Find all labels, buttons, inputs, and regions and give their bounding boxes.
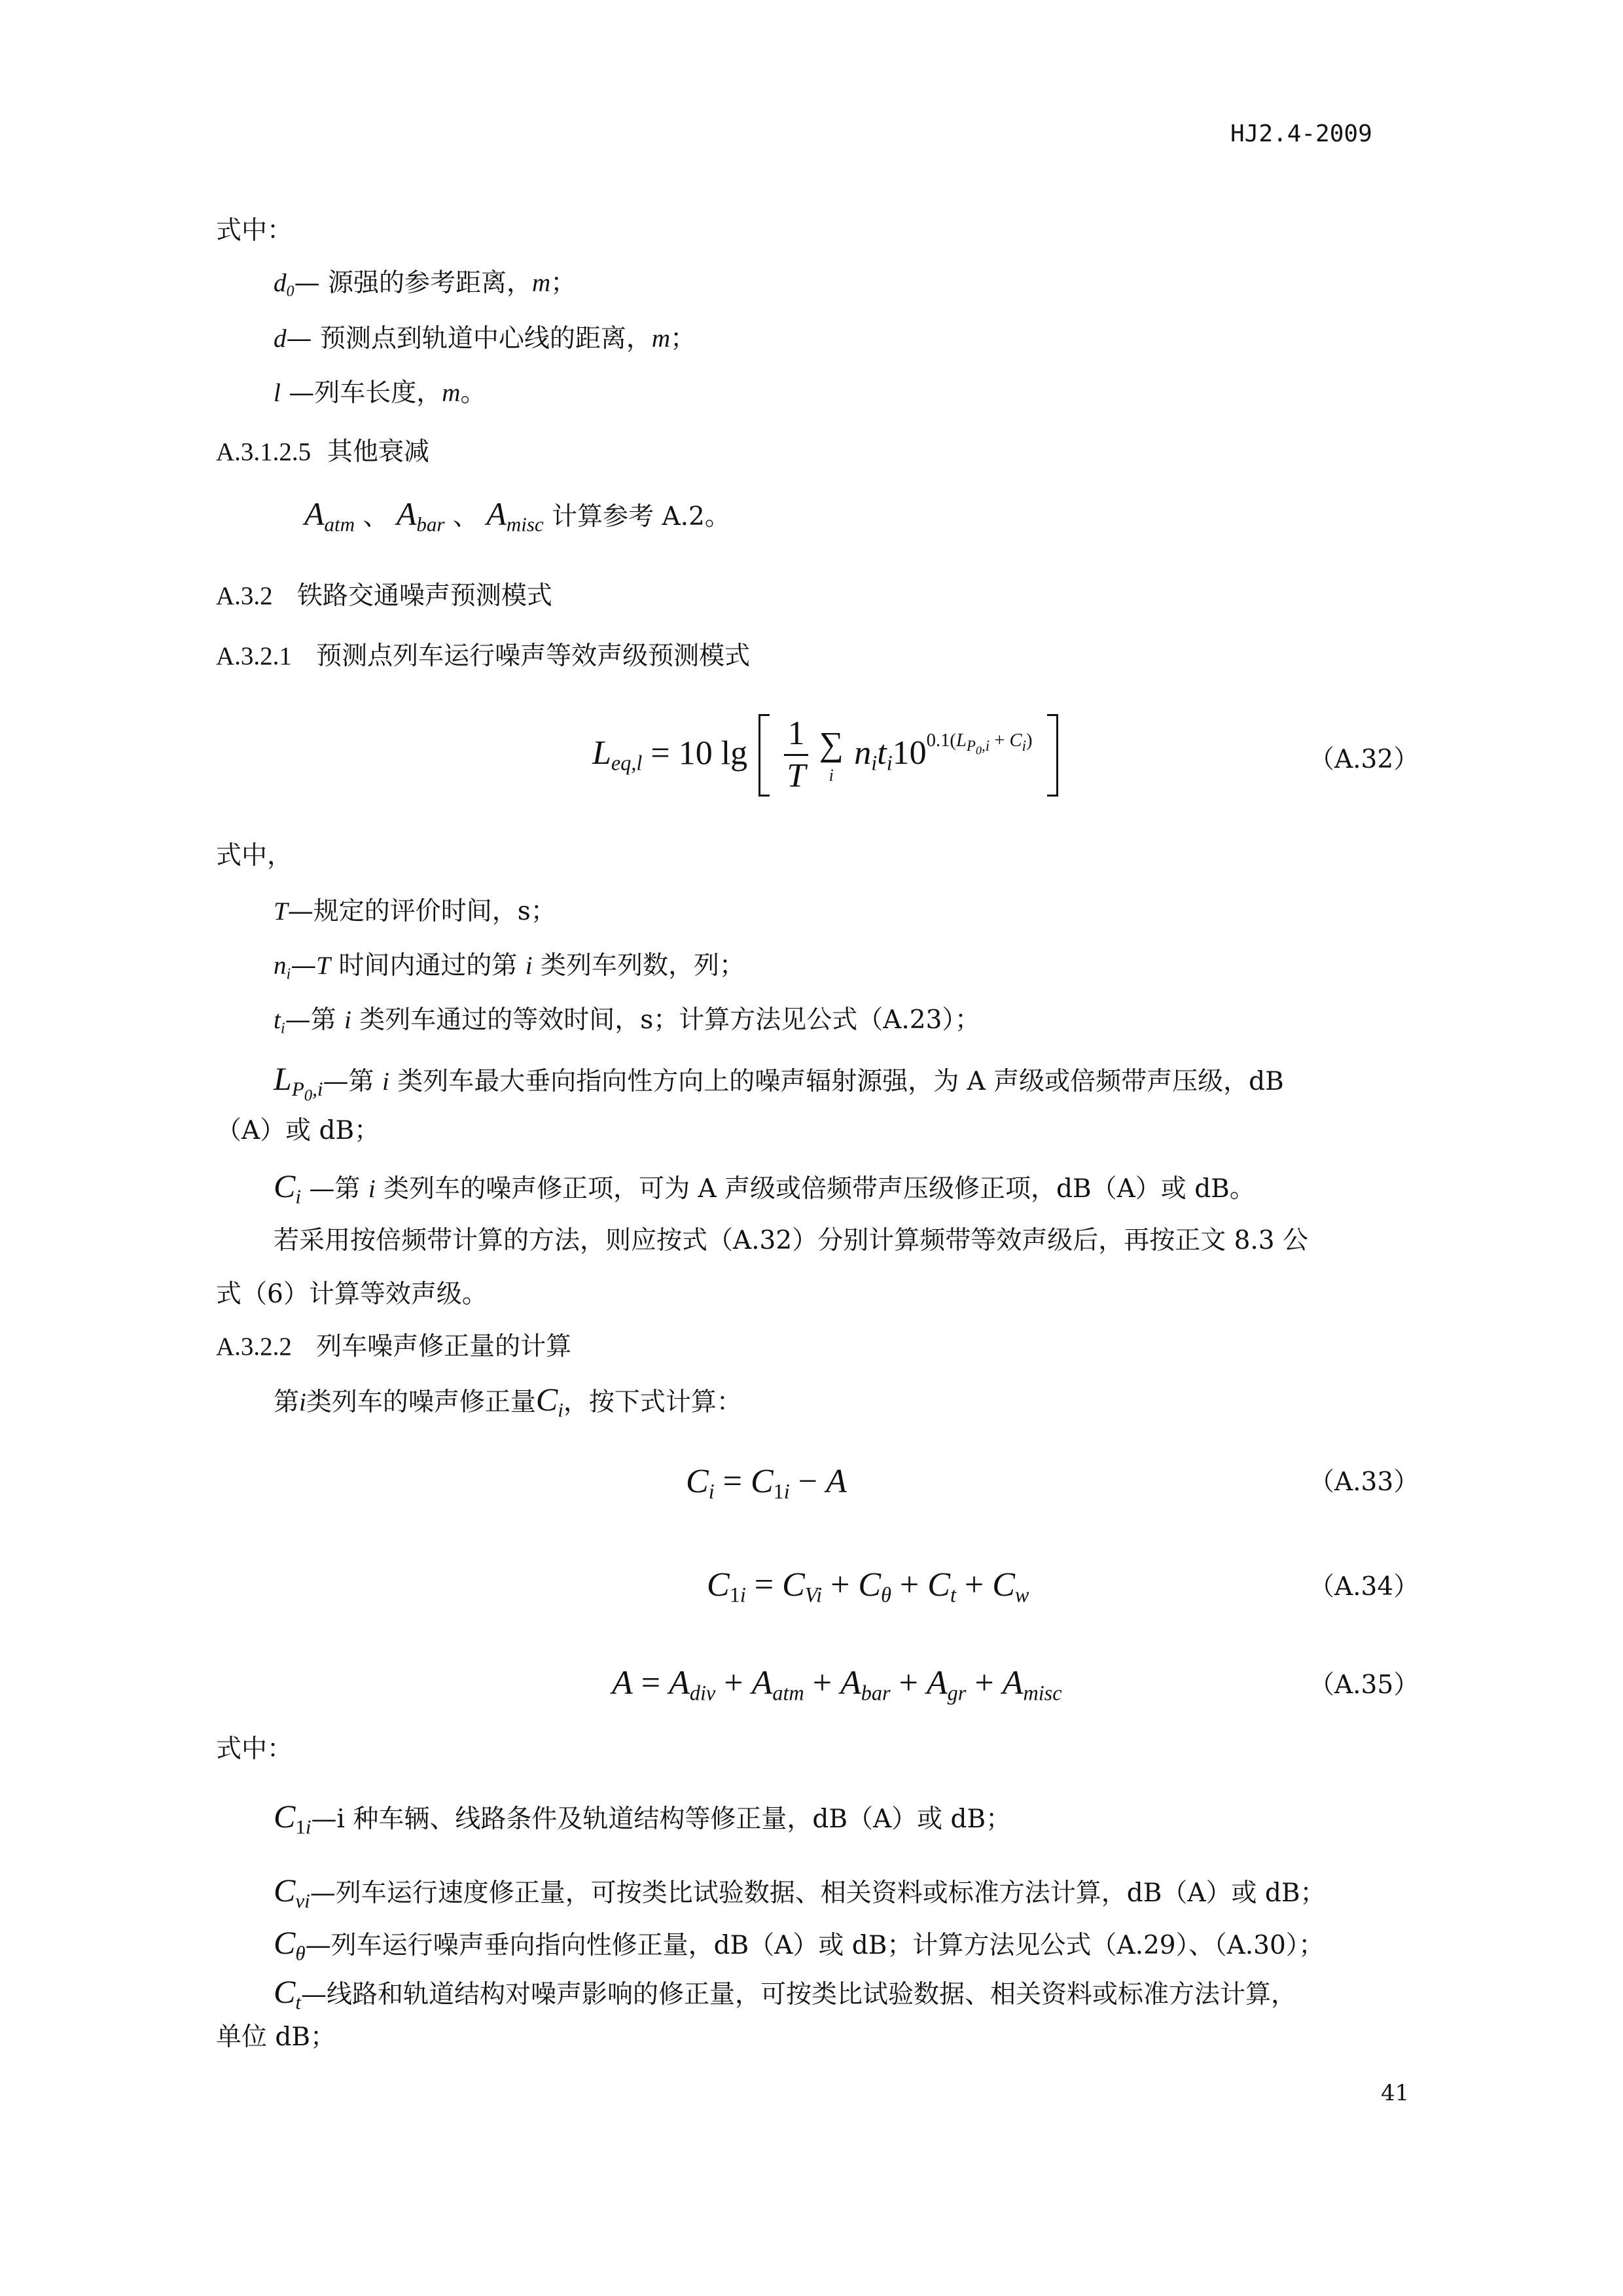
right-bracket (1047, 714, 1058, 797)
heading-a32 (216, 581, 552, 612)
def-ni-text-c: 类列车列数，列； (541, 951, 745, 980)
def-ni: $n_i—T$ 时间内通过的第 i 类列车列数，列； (274, 951, 745, 983)
def-ti-text-a: 第 (310, 1005, 336, 1035)
def-Ci-text-a: —第 (309, 1174, 361, 1204)
def-l: l —列车长度，m。 (274, 378, 486, 408)
def-C1i: $C_{1i}—i$ 种车辆、线路条件及轨道结构等修正量，dB（A）或 dB； (274, 1798, 1012, 1839)
def-T-text: 规定的评价时间，s； (313, 897, 556, 926)
eq-number-a33: （A.33） (1309, 1467, 1419, 1497)
a322-intro-b: 类列车的噪声修正量 (306, 1388, 536, 1417)
sum-symbol: ∑ i (819, 726, 844, 785)
def-Ctheta-text: —列车运行噪声垂向指向性修正量，dB（A）或 dB；计算方法见公式（A.29）、（A.30）； (305, 1931, 1325, 1960)
eq-number-a32: （A.32） (1309, 745, 1419, 774)
heading-a32-title: 铁路交通噪声预测模式 (296, 581, 552, 611)
where-label-1: 式中： (216, 216, 293, 245)
heading-a322-title: 列车噪声修正量的计算 (316, 1332, 572, 1361)
def-C1i-text: —i 种车辆、线路条件及轨道结构等修正量，dB（A）或 dB； (311, 1804, 1012, 1834)
heading-a322-number: A.3.2.2 (216, 1333, 292, 1361)
def-l-text: 列车长度， (314, 378, 442, 408)
heading-a321-number: A.3.2.1 (216, 642, 292, 670)
def-d0-text: 源强的参考距离， (328, 268, 533, 298)
equation-a33: $C_i = C_{1i} - A$ (686, 1463, 847, 1503)
left-bracket (758, 714, 770, 797)
def-ti: $t_i—$第 i 类列车通过的等效时间，s；计算方法见公式（A.23）； (274, 1005, 980, 1037)
where-label-2: 式中， (216, 841, 293, 870)
a322-intro-a: 第 (274, 1388, 300, 1417)
def-ni-text-b: 时间内通过的第 (338, 951, 518, 980)
heading-a322 (216, 1332, 571, 1363)
attenuation-ref-text: 计算参考 A.2。 (552, 502, 730, 531)
def-d0: $d_0—$ 源强的参考距离，m； (274, 268, 577, 300)
a322-intro-c: ，按下式计算： (563, 1388, 742, 1417)
def-LP0i-text-a: —第 (323, 1067, 374, 1096)
def-ti-text-b: 类列车通过的等效时间，s；计算方法见公式（A.23）； (359, 1005, 980, 1035)
heading-a32-number: A.3.2 (216, 582, 273, 610)
def-Ct: $C_t—$线路和轨道结构对噪声影响的修正量，可按类比试验数据、相关资料或标准方法计算， (274, 1973, 1296, 2014)
equation-a34: $C_{1i} = C_{Vi} + C_\theta + C_t + C_w$ (707, 1566, 1029, 1607)
page-number: 41 (1381, 2080, 1410, 2106)
def-Ct-continuation: 单位 dB； (216, 2022, 336, 2052)
heading-a321 (216, 641, 750, 672)
a322-intro: 第i类列车的噪声修正量$C_i$，按下式计算： (274, 1381, 742, 1422)
where-label-3: 式中： (216, 1734, 293, 1764)
def-LP0i-continuation: （A）或 dB； (216, 1116, 380, 1145)
def-Ctheta: $C_\theta—$列车运行噪声垂向指向性修正量，dB（A）或 dB；计算方法见公式（A.29）、（A.30）； (274, 1924, 1325, 1965)
document-code-header: HJ2.4-2009 (1230, 120, 1372, 147)
heading-a31225-number: A.3.1.2.5 (216, 438, 312, 466)
heading-a31225 (216, 437, 429, 468)
eq-number-a35: （A.35） (1309, 1670, 1419, 1700)
def-Cvi-text: —列车运行速度修正量，可按类比试验数据、相关资料或标准方法计算，dB（A）或 dB； (310, 1878, 1326, 1908)
attenuation-terms: $A_{atm}$ 、 $A_{bar}$ 、 $A_{misc}$ 计算参考 A.2。 (304, 495, 730, 536)
equation-a35: $A = A_{div} + A_{atm} + A_{bar} + A_{gr} + A_{misc}$ (612, 1664, 1062, 1705)
def-d-text: 预测点到轨道中心线的距离， (319, 324, 652, 353)
heading-a321-title: 预测点列车运行噪声等效声级预测模式 (316, 641, 751, 671)
def-Ct-text: —线路和轨道结构对噪声影响的修正量，可按类比试验数据、相关资料或标准方法计算， (300, 1980, 1296, 2009)
heading-a31225-title: 其他衰减 (327, 437, 429, 467)
def-LP0i: $L_{P_0,i}—$第 i 类列车最大垂向指向性方向上的噪声辐射源强，为 A 声级或倍频带声压级，dB (274, 1060, 1284, 1105)
eq-number-a34: （A.34） (1309, 1572, 1419, 1602)
def-Ci: $C_i$ —第 i 类列车的噪声修正项，可为 A 声级或倍频带声压级修正项，dB（A）或 dB。 (274, 1168, 1255, 1208)
fraction-1-over-T: $\frac{1}{T}$ (784, 713, 808, 797)
octave-note-line1: 若采用按倍频带计算的方法，则应按式（A.32）分别计算频带等效声级后，再按正文 8.3 公 (274, 1226, 1309, 1255)
def-LP0i-text-b: 类列车最大垂向指向性方向上的噪声辐射源强，为 A 声级或倍频带声压级，dB (397, 1067, 1284, 1096)
def-Ci-text-b: 类列车的噪声修正项，可为 A 声级或倍频带声压级修正项，dB（A）或 dB。 (383, 1174, 1255, 1204)
def-d: d— 预测点到轨道中心线的距离，m； (274, 324, 696, 353)
def-T: T—规定的评价时间，s； (274, 897, 556, 926)
equation-a32: $L_{eq,l} = 10$ lg $\frac{1}{T}$ ∑ i $n_it_i10^{0.1(L_{P_0,i} + C_i)}$ (592, 713, 1058, 797)
octave-note-line2: 式（6）计算等效声级。 (216, 1280, 488, 1309)
def-Cvi: $C_{vi}—$列车运行速度修正量，可按类比试验数据、相关资料或标准方法计算，dB（A）或 dB； (274, 1872, 1326, 1912)
